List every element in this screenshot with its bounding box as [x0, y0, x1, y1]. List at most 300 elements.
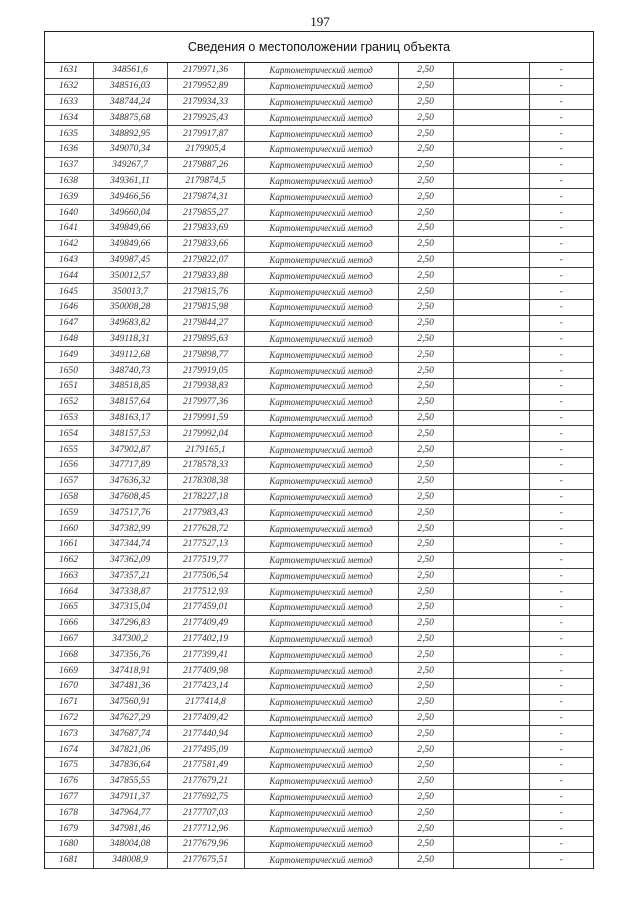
description-cell: [453, 173, 529, 189]
point-number-cell: 1643: [45, 252, 93, 268]
x-coordinate-cell: 349267,7: [93, 157, 167, 173]
method-cell: Картометрический метод: [244, 584, 398, 600]
x-coordinate-cell: 347608,45: [93, 489, 167, 505]
description-cell: [453, 631, 529, 647]
table-body: [45, 63, 593, 868]
y-coordinate-cell: 2179874,5: [167, 173, 244, 189]
point-number-cell: 1675: [45, 758, 93, 774]
method-cell: Картометрический метод: [244, 78, 398, 94]
point-number-cell: 1681: [45, 852, 93, 868]
point-number-cell: 1637: [45, 157, 93, 173]
method-cell: Картометрический метод: [244, 457, 398, 473]
table-row: [45, 584, 593, 600]
description-cell: [453, 663, 529, 679]
note-cell: -: [529, 315, 593, 331]
note-cell: -: [529, 220, 593, 236]
x-coordinate-cell: 349070,34: [93, 141, 167, 157]
note-cell: -: [529, 568, 593, 584]
note-cell: -: [529, 505, 593, 521]
point-number-cell: 1638: [45, 173, 93, 189]
point-number-cell: 1633: [45, 94, 93, 110]
accuracy-cell: 2,50: [398, 726, 453, 742]
description-cell: [453, 805, 529, 821]
accuracy-cell: 2,50: [398, 615, 453, 631]
accuracy-cell: 2,50: [398, 742, 453, 758]
point-number-cell: 1651: [45, 378, 93, 394]
table-row: [45, 536, 593, 552]
x-coordinate-cell: 350008,28: [93, 299, 167, 315]
method-cell: Картометрический метод: [244, 299, 398, 315]
note-cell: -: [529, 126, 593, 142]
accuracy-cell: 2,50: [398, 821, 453, 837]
y-coordinate-cell: 2178308,38: [167, 473, 244, 489]
section-title: Сведения о местоположении границ объекта: [45, 32, 593, 63]
x-coordinate-cell: 347560,91: [93, 694, 167, 710]
note-cell: -: [529, 457, 593, 473]
x-coordinate-cell: 349660,04: [93, 205, 167, 221]
x-coordinate-cell: 347300,2: [93, 631, 167, 647]
description-cell: [453, 205, 529, 221]
accuracy-cell: 2,50: [398, 694, 453, 710]
x-coordinate-cell: 347315,04: [93, 600, 167, 616]
method-cell: Картометрический метод: [244, 568, 398, 584]
note-cell: -: [529, 284, 593, 300]
method-cell: Картометрический метод: [244, 236, 398, 252]
note-cell: -: [529, 710, 593, 726]
method-cell: Картометрический метод: [244, 647, 398, 663]
method-cell: Картометрический метод: [244, 694, 398, 710]
note-cell: -: [529, 631, 593, 647]
x-coordinate-cell: 348516,03: [93, 78, 167, 94]
note-cell: -: [529, 663, 593, 679]
note-cell: -: [529, 521, 593, 537]
description-cell: [453, 63, 529, 78]
x-coordinate-cell: 349683,82: [93, 315, 167, 331]
accuracy-cell: 2,50: [398, 489, 453, 505]
method-cell: Картометрический метод: [244, 126, 398, 142]
method-cell: Картометрический метод: [244, 758, 398, 774]
table-row: [45, 505, 593, 521]
y-coordinate-cell: 2177414,8: [167, 694, 244, 710]
accuracy-cell: 2,50: [398, 837, 453, 853]
y-coordinate-cell: 2179952,89: [167, 78, 244, 94]
x-coordinate-cell: 347357,21: [93, 568, 167, 584]
point-number-cell: 1646: [45, 299, 93, 315]
point-number-cell: 1669: [45, 663, 93, 679]
accuracy-cell: 2,50: [398, 647, 453, 663]
point-number-cell: 1634: [45, 110, 93, 126]
table-row: [45, 94, 593, 110]
note-cell: -: [529, 205, 593, 221]
description-cell: [453, 742, 529, 758]
description-cell: [453, 536, 529, 552]
point-number-cell: 1666: [45, 615, 93, 631]
method-cell: Картометрический метод: [244, 252, 398, 268]
accuracy-cell: 2,50: [398, 505, 453, 521]
coordinates-table: [45, 63, 593, 869]
y-coordinate-cell: 2177628,72: [167, 521, 244, 537]
table-row: [45, 663, 593, 679]
method-cell: Картометрический метод: [244, 521, 398, 537]
table-row: [45, 457, 593, 473]
y-coordinate-cell: 2179815,98: [167, 299, 244, 315]
y-coordinate-cell: 2179887,26: [167, 157, 244, 173]
accuracy-cell: 2,50: [398, 220, 453, 236]
accuracy-cell: 2,50: [398, 457, 453, 473]
y-coordinate-cell: 2179844,27: [167, 315, 244, 331]
x-coordinate-cell: 347911,37: [93, 789, 167, 805]
accuracy-cell: 2,50: [398, 331, 453, 347]
table-row: [45, 394, 593, 410]
description-cell: [453, 220, 529, 236]
accuracy-cell: 2,50: [398, 773, 453, 789]
note-cell: -: [529, 694, 593, 710]
table-row: [45, 426, 593, 442]
method-cell: Картометрический метод: [244, 821, 398, 837]
description-cell: [453, 299, 529, 315]
table-row: [45, 647, 593, 663]
note-cell: -: [529, 299, 593, 315]
x-coordinate-cell: 347855,55: [93, 773, 167, 789]
y-coordinate-cell: 2179874,31: [167, 189, 244, 205]
point-number-cell: 1671: [45, 694, 93, 710]
point-number-cell: 1632: [45, 78, 93, 94]
x-coordinate-cell: 350013,7: [93, 284, 167, 300]
y-coordinate-cell: 2179919,05: [167, 363, 244, 379]
x-coordinate-cell: 348004,08: [93, 837, 167, 853]
note-cell: -: [529, 821, 593, 837]
description-cell: [453, 837, 529, 853]
table-row: [45, 442, 593, 458]
point-number-cell: 1650: [45, 363, 93, 379]
note-cell: -: [529, 600, 593, 616]
method-cell: Картометрический метод: [244, 205, 398, 221]
x-coordinate-cell: 347356,76: [93, 647, 167, 663]
point-number-cell: 1642: [45, 236, 93, 252]
method-cell: Картометрический метод: [244, 363, 398, 379]
table-row: [45, 315, 593, 331]
table-row: [45, 805, 593, 821]
point-number-cell: 1644: [45, 268, 93, 284]
description-cell: [453, 94, 529, 110]
description-cell: [453, 679, 529, 695]
point-number-cell: 1659: [45, 505, 93, 521]
accuracy-cell: 2,50: [398, 189, 453, 205]
description-cell: [453, 442, 529, 458]
method-cell: Картометрический метод: [244, 94, 398, 110]
description-cell: [453, 141, 529, 157]
description-cell: [453, 789, 529, 805]
note-cell: -: [529, 442, 593, 458]
y-coordinate-cell: 2177983,43: [167, 505, 244, 521]
x-coordinate-cell: 347418,91: [93, 663, 167, 679]
x-coordinate-cell: 347687,74: [93, 726, 167, 742]
x-coordinate-cell: 347627,29: [93, 710, 167, 726]
table-row: [45, 284, 593, 300]
method-cell: Картометрический метод: [244, 710, 398, 726]
table-row: [45, 110, 593, 126]
point-number-cell: 1649: [45, 347, 93, 363]
note-cell: -: [529, 394, 593, 410]
x-coordinate-cell: 349849,66: [93, 220, 167, 236]
method-cell: Картометрический метод: [244, 378, 398, 394]
table-row: [45, 631, 593, 647]
description-cell: [453, 489, 529, 505]
note-cell: -: [529, 584, 593, 600]
accuracy-cell: 2,50: [398, 521, 453, 537]
note-cell: -: [529, 331, 593, 347]
point-number-cell: 1667: [45, 631, 93, 647]
x-coordinate-cell: 347382,99: [93, 521, 167, 537]
note-cell: -: [529, 647, 593, 663]
y-coordinate-cell: 2179855,27: [167, 205, 244, 221]
description-cell: [453, 363, 529, 379]
y-coordinate-cell: 2179925,43: [167, 110, 244, 126]
accuracy-cell: 2,50: [398, 426, 453, 442]
description-cell: [453, 378, 529, 394]
accuracy-cell: 2,50: [398, 410, 453, 426]
accuracy-cell: 2,50: [398, 679, 453, 695]
method-cell: Картометрический метод: [244, 315, 398, 331]
description-cell: [453, 710, 529, 726]
boundary-table-sheet: [44, 31, 594, 869]
y-coordinate-cell: 2177423,14: [167, 679, 244, 695]
y-coordinate-cell: 2177527,13: [167, 536, 244, 552]
x-coordinate-cell: 347481,36: [93, 679, 167, 695]
note-cell: -: [529, 141, 593, 157]
table-row: [45, 710, 593, 726]
note-cell: -: [529, 378, 593, 394]
method-cell: Картометрический метод: [244, 679, 398, 695]
description-cell: [453, 457, 529, 473]
description-cell: [453, 552, 529, 568]
point-number-cell: 1652: [45, 394, 93, 410]
method-cell: Картометрический метод: [244, 394, 398, 410]
table-row: [45, 521, 593, 537]
table-row: [45, 78, 593, 94]
table-row: [45, 789, 593, 805]
description-cell: [453, 600, 529, 616]
description-cell: [453, 394, 529, 410]
y-coordinate-cell: 2177512,93: [167, 584, 244, 600]
note-cell: -: [529, 473, 593, 489]
x-coordinate-cell: 347821,06: [93, 742, 167, 758]
accuracy-cell: 2,50: [398, 631, 453, 647]
y-coordinate-cell: 2177692,75: [167, 789, 244, 805]
table-row: [45, 726, 593, 742]
accuracy-cell: 2,50: [398, 710, 453, 726]
description-cell: [453, 615, 529, 631]
description-cell: [453, 331, 529, 347]
description-cell: [453, 426, 529, 442]
note-cell: -: [529, 78, 593, 94]
note-cell: -: [529, 157, 593, 173]
y-coordinate-cell: 2179833,88: [167, 268, 244, 284]
point-number-cell: 1670: [45, 679, 93, 695]
y-coordinate-cell: 2179895,63: [167, 331, 244, 347]
y-coordinate-cell: 2178227,18: [167, 489, 244, 505]
table-row: [45, 489, 593, 505]
accuracy-cell: 2,50: [398, 600, 453, 616]
y-coordinate-cell: 2177440,94: [167, 726, 244, 742]
description-cell: [453, 473, 529, 489]
accuracy-cell: 2,50: [398, 758, 453, 774]
accuracy-cell: 2,50: [398, 315, 453, 331]
y-coordinate-cell: 2179917,87: [167, 126, 244, 142]
table-row: [45, 141, 593, 157]
accuracy-cell: 2,50: [398, 805, 453, 821]
note-cell: -: [529, 805, 593, 821]
method-cell: Картометрический метод: [244, 773, 398, 789]
accuracy-cell: 2,50: [398, 252, 453, 268]
y-coordinate-cell: 2179815,76: [167, 284, 244, 300]
table-row: [45, 679, 593, 695]
description-cell: [453, 315, 529, 331]
table-row: [45, 331, 593, 347]
description-cell: [453, 584, 529, 600]
table-row: [45, 410, 593, 426]
x-coordinate-cell: 350012,57: [93, 268, 167, 284]
note-cell: -: [529, 173, 593, 189]
table-row: [45, 837, 593, 853]
table-row: [45, 347, 593, 363]
method-cell: Картометрический метод: [244, 473, 398, 489]
y-coordinate-cell: 2177581,49: [167, 758, 244, 774]
description-cell: [453, 157, 529, 173]
description-cell: [453, 521, 529, 537]
accuracy-cell: 2,50: [398, 63, 453, 78]
method-cell: Картометрический метод: [244, 220, 398, 236]
accuracy-cell: 2,50: [398, 584, 453, 600]
accuracy-cell: 2,50: [398, 663, 453, 679]
method-cell: Картометрический метод: [244, 331, 398, 347]
method-cell: Картометрический метод: [244, 489, 398, 505]
point-number-cell: 1641: [45, 220, 93, 236]
accuracy-cell: 2,50: [398, 473, 453, 489]
description-cell: [453, 78, 529, 94]
x-coordinate-cell: 347836,64: [93, 758, 167, 774]
description-cell: [453, 568, 529, 584]
point-number-cell: 1680: [45, 837, 93, 853]
method-cell: Картометрический метод: [244, 442, 398, 458]
point-number-cell: 1665: [45, 600, 93, 616]
note-cell: -: [529, 837, 593, 853]
x-coordinate-cell: 349118,31: [93, 331, 167, 347]
note-cell: -: [529, 726, 593, 742]
accuracy-cell: 2,50: [398, 94, 453, 110]
point-number-cell: 1645: [45, 284, 93, 300]
point-number-cell: 1647: [45, 315, 93, 331]
method-cell: Картометрический метод: [244, 284, 398, 300]
table-row: [45, 615, 593, 631]
table-row: [45, 299, 593, 315]
description-cell: [453, 821, 529, 837]
x-coordinate-cell: 348518,85: [93, 378, 167, 394]
note-cell: -: [529, 94, 593, 110]
method-cell: Картометрический метод: [244, 789, 398, 805]
table-row: [45, 694, 593, 710]
y-coordinate-cell: 2177402,19: [167, 631, 244, 647]
note-cell: -: [529, 742, 593, 758]
y-coordinate-cell: 2177675,51: [167, 852, 244, 868]
description-cell: [453, 647, 529, 663]
accuracy-cell: 2,50: [398, 852, 453, 868]
accuracy-cell: 2,50: [398, 363, 453, 379]
point-number-cell: 1648: [45, 331, 93, 347]
point-number-cell: 1662: [45, 552, 93, 568]
accuracy-cell: 2,50: [398, 789, 453, 805]
accuracy-cell: 2,50: [398, 205, 453, 221]
point-number-cell: 1668: [45, 647, 93, 663]
table-row: [45, 600, 593, 616]
y-coordinate-cell: 2177679,21: [167, 773, 244, 789]
table-row: [45, 552, 593, 568]
y-coordinate-cell: 2179833,69: [167, 220, 244, 236]
note-cell: -: [529, 773, 593, 789]
point-number-cell: 1640: [45, 205, 93, 221]
accuracy-cell: 2,50: [398, 157, 453, 173]
table-row: [45, 173, 593, 189]
point-number-cell: 1658: [45, 489, 93, 505]
x-coordinate-cell: 347902,87: [93, 442, 167, 458]
point-number-cell: 1673: [45, 726, 93, 742]
note-cell: -: [529, 410, 593, 426]
description-cell: [453, 347, 529, 363]
method-cell: Картометрический метод: [244, 347, 398, 363]
point-number-cell: 1656: [45, 457, 93, 473]
y-coordinate-cell: 2179991,59: [167, 410, 244, 426]
y-coordinate-cell: 2179898,77: [167, 347, 244, 363]
table-row: [45, 852, 593, 868]
note-cell: -: [529, 252, 593, 268]
y-coordinate-cell: 2177495,09: [167, 742, 244, 758]
y-coordinate-cell: 2177506,54: [167, 568, 244, 584]
x-coordinate-cell: 348740,73: [93, 363, 167, 379]
x-coordinate-cell: 348157,64: [93, 394, 167, 410]
point-number-cell: 1657: [45, 473, 93, 489]
point-number-cell: 1654: [45, 426, 93, 442]
table-row: [45, 758, 593, 774]
x-coordinate-cell: 348163,17: [93, 410, 167, 426]
y-coordinate-cell: 2179833,66: [167, 236, 244, 252]
accuracy-cell: 2,50: [398, 268, 453, 284]
note-cell: -: [529, 236, 593, 252]
point-number-cell: 1655: [45, 442, 93, 458]
x-coordinate-cell: 348875,68: [93, 110, 167, 126]
method-cell: Картометрический метод: [244, 663, 398, 679]
y-coordinate-cell: 2177712,96: [167, 821, 244, 837]
method-cell: Картометрический метод: [244, 805, 398, 821]
x-coordinate-cell: 349361,11: [93, 173, 167, 189]
description-cell: [453, 268, 529, 284]
point-number-cell: 1674: [45, 742, 93, 758]
point-number-cell: 1679: [45, 821, 93, 837]
y-coordinate-cell: 2179822,07: [167, 252, 244, 268]
description-cell: [453, 284, 529, 300]
y-coordinate-cell: 2177399,41: [167, 647, 244, 663]
table-row: [45, 220, 593, 236]
accuracy-cell: 2,50: [398, 347, 453, 363]
method-cell: Картометрический метод: [244, 552, 398, 568]
description-cell: [453, 126, 529, 142]
table-row: [45, 742, 593, 758]
y-coordinate-cell: 2179905,4: [167, 141, 244, 157]
description-cell: [453, 252, 529, 268]
x-coordinate-cell: 347338,87: [93, 584, 167, 600]
table-row: [45, 63, 593, 78]
description-cell: [453, 726, 529, 742]
note-cell: -: [529, 63, 593, 78]
